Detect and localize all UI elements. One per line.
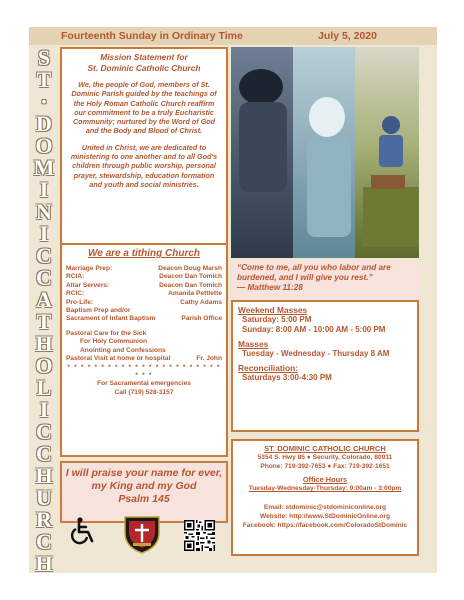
church-address: 5354 S. Hwy 85 ● Security, Colorado, 80911 — [257, 454, 393, 461]
church-shield-logo — [121, 513, 163, 555]
side-title-letter: U — [36, 485, 52, 510]
ministry-role: Pro-Life: — [66, 298, 94, 306]
mission-paragraph-2: United in Christ, we are dedicated to ministering to one another and to all God's children through public worship, personal prayer, stewardship, education formation and youth and social ministries. — [70, 142, 218, 189]
ministry-role: Marriage Prep: — [66, 265, 113, 272]
side-title-letter: · — [40, 89, 48, 114]
side-title-letter: T — [36, 309, 52, 334]
church-website[interactable]: Website: http://www.StDominicOnline.org — [259, 513, 391, 520]
top-banner — [29, 27, 437, 45]
side-title-letter: O — [35, 353, 53, 378]
ministry-row — [66, 265, 222, 273]
ministry-role: RCIC: — [66, 290, 85, 298]
side-title-letter: L — [36, 375, 52, 400]
baptism-contact: Parish Office — [181, 315, 222, 323]
mission-title-line1: Mission Statement for — [100, 52, 188, 62]
ministry-photo-collage — [231, 47, 419, 258]
reconciliation-time: Saturdays 3:00-4:30 PM — [242, 373, 332, 382]
side-title-letter: H — [35, 463, 53, 488]
side-title-letter: R — [36, 507, 52, 532]
mission-title-line2: St. Dominic Catholic Church — [87, 62, 201, 73]
side-title-letter: H — [35, 331, 53, 356]
tithing-ministry-box — [60, 243, 228, 457]
side-title-letter: A — [36, 287, 52, 312]
bulletin-page — [29, 27, 437, 576]
pastoral-care-heading: Pastoral Care for the Sick — [66, 329, 147, 337]
side-title-letter: O — [35, 133, 53, 158]
ministry-row — [66, 273, 222, 281]
side-title-letter: I — [39, 177, 49, 202]
praise-line-1: I will praise your name for ever, — [65, 467, 223, 479]
praise-line-3: Psalm 145 — [118, 493, 170, 505]
side-title-letter: T — [36, 67, 52, 92]
side-title-st-dominic-catholic-church — [31, 45, 57, 576]
ministry-row — [66, 282, 222, 290]
baptism-line-2: Sacrament of Infant Baptism — [66, 315, 156, 323]
baptism-line-1: Baptism Prep and/or — [66, 307, 131, 315]
church-name: ST. DOMINIC CATHOLIC CHURCH — [264, 444, 386, 453]
ministry-contact-list — [66, 265, 222, 307]
sunday-mass: Sunday: 8:00 AM - 10:00 AM - 5:00 PM — [242, 325, 386, 334]
side-title-letter: D — [36, 111, 52, 136]
wheelchair-icon — [69, 517, 99, 545]
side-title-letter: I — [39, 221, 49, 246]
banner-occasion: Fourteenth Sunday in Ordinary Time — [61, 30, 243, 42]
ministry-contact: Deacon Doug Marsh — [158, 265, 222, 272]
reconciliation-heading: Reconciliation: — [238, 363, 299, 373]
ministry-row — [66, 290, 222, 298]
mission-paragraph-1: We, the people of God, members of St. Dominic Parish guided by the teachings of the Holy Roman Catholic Church reaffirm our commitment to be a truly Eucharistic Community; nurtured by the Word of God and the Body and Blood of Christ. — [71, 80, 217, 136]
mass-schedule-box — [231, 300, 419, 432]
saturday-mass: Saturday: 5:00 PM — [242, 315, 312, 324]
home-visit-row — [66, 355, 222, 363]
banner-date: July 5, 2020 — [318, 30, 377, 42]
quote-citation: — Matthew 11:28 — [237, 283, 303, 293]
ministry-contact: Amanda Pettlette — [168, 290, 222, 298]
baptism-row — [66, 315, 222, 323]
weekend-masses-heading: Weekend Masses — [238, 305, 308, 315]
emergency-phone: Call (719) 528-3157 — [114, 388, 174, 396]
ministry-role: Altar Servers: — [66, 281, 110, 289]
pastoral-item-communion: For Holy Communion — [80, 338, 148, 346]
office-hours-heading: Office Hours — [302, 475, 348, 484]
side-title-letter: C — [36, 243, 52, 268]
ministry-contact: Deacon Dan Tomich — [159, 273, 222, 281]
quote-text: “Come to me, all you who labor and are burdened, and I will give you rest.” — [237, 263, 391, 283]
weekday-mass: Tuesday - Wednesday - Thursday 8 AM — [242, 349, 390, 358]
side-title-letter: M — [33, 155, 55, 180]
home-visit-label: Pastoral Visit at home or hospital — [66, 355, 171, 363]
ministry-role: RCIA: — [66, 273, 85, 281]
tithing-title: We are a tithing Church — [87, 248, 201, 259]
pastoral-item-anointing: Anointing and Confessions — [80, 346, 166, 354]
side-title-letter: C — [36, 441, 52, 466]
side-title-letter: I — [39, 397, 49, 422]
photo-collage-graphic — [231, 47, 419, 258]
church-contact-box — [231, 439, 419, 556]
qr-code — [184, 520, 215, 551]
church-email[interactable]: Email: stdominic@stdominiconline.org — [263, 504, 387, 511]
side-title-letter: H — [35, 551, 53, 576]
side-title-letter: N — [36, 199, 52, 224]
emergency-line-1: For Sacramental emergencies — [97, 380, 191, 388]
church-facebook[interactable]: Facebook: https://facebook.com/ColoradoStDominic — [242, 522, 408, 529]
side-title-letter: S — [37, 45, 51, 70]
praise-line-2: my King and my God — [91, 480, 197, 492]
star-divider: * * * * * * * * * * * * * * * * * * * * * * * * * * — [67, 364, 221, 380]
ministry-contact: Deacon Dan Tomich — [159, 281, 222, 289]
side-title-letter: C — [36, 529, 52, 554]
ministry-contact: Cathy Adams — [180, 298, 222, 306]
church-phone: Phone: 719-392-7653 ● Fax: 719-392-1651 — [260, 463, 390, 470]
mission-statement-box — [60, 47, 228, 256]
home-visit-contact: Fr. John — [196, 355, 222, 363]
weekday-masses-heading: Masses — [238, 339, 269, 349]
office-hours: Tuesday-Wednesday-Thursday: 9:00am - 3:00pm — [248, 485, 402, 492]
side-title-letter: C — [36, 419, 52, 444]
side-title-letter: C — [36, 265, 52, 290]
ministry-row — [66, 299, 222, 307]
